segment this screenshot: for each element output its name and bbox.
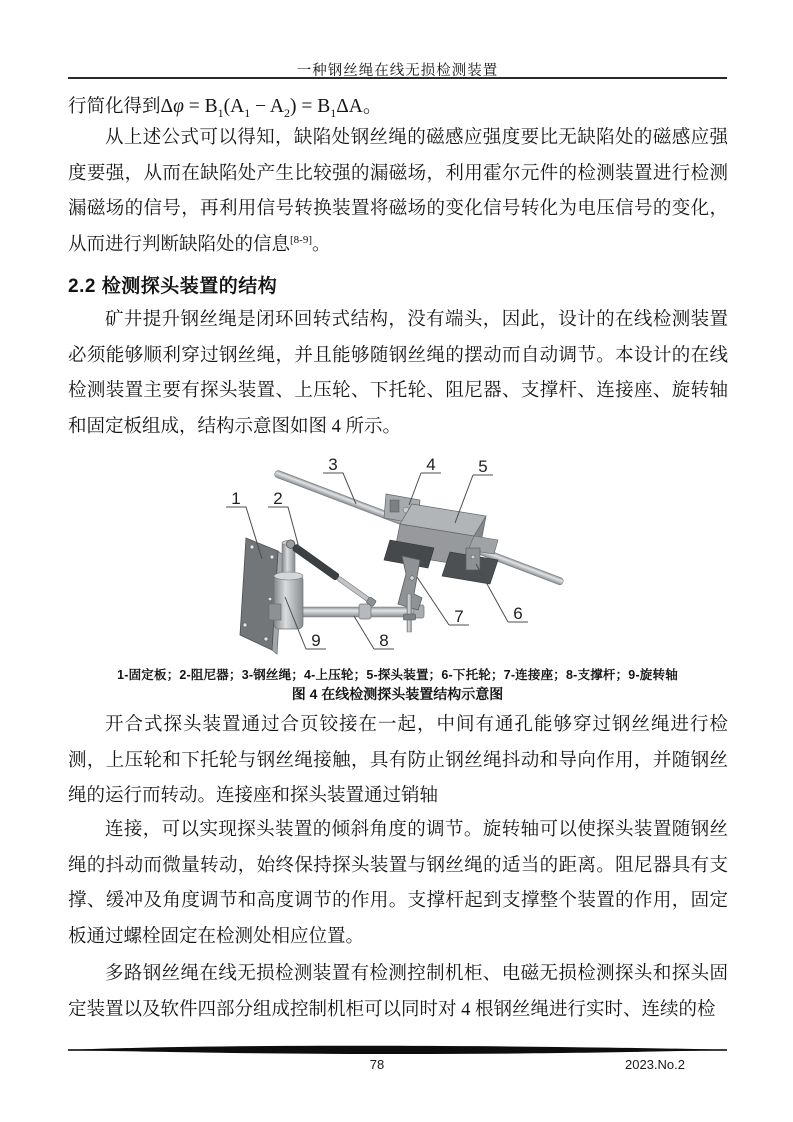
label-1-fixed-plate: 1 bbox=[231, 489, 241, 508]
label-4-upper-wheel: 4 bbox=[426, 455, 436, 474]
footer-page-number: 78 bbox=[369, 1057, 385, 1072]
label-9-rotary-shaft: 9 bbox=[311, 631, 321, 650]
label-7-connector-seat: 7 bbox=[454, 607, 464, 626]
paragraph-magnetic-principle: 从上述公式可以得知，缺陷处钢丝绳的磁感应强度要比无缺陷处的磁感应强度要强，从而在缺陷处产生比较强的漏磁场，利用霍尔元件的检测装置进行检测漏磁场的信号，再利用信号转换装置将磁场的变化信号转化为电压信号的变化，从而进行判断缺陷处的信息[8-9]。 bbox=[68, 128, 728, 255]
formula-line bbox=[68, 90, 728, 118]
running-head-title: 一种钢丝绳在线无损检测装置 bbox=[296, 63, 499, 79]
label-6-lower-wheel: 6 bbox=[513, 604, 523, 623]
probe-device-schematic bbox=[166, 444, 626, 664]
citation-8-9: [8-9] bbox=[290, 233, 313, 246]
formula-math: $\Delta\varphi = B_1(A_1 - A_2) = B_1\Delta A$。 bbox=[160, 96, 383, 120]
paragraph-multichannel-system: 多路钢丝绳在线无损检测装置有检测控制机柜、电磁无损检测探头和探头固定装置以及软件四部分组成控制机柜可以同时对 4 根钢丝绳进行实时、连续的检 bbox=[68, 964, 728, 1020]
paragraph-probe-hinge: 开合式探头装置通过合页铰接在一起，中间有通孔能够穿过钢丝绳进行检测，上压轮和下托轮与钢丝绳接触，具有防止钢丝绳抖动和导向作用，并随钢丝绳的运行而转动。连接座和探头装置通过销轴 bbox=[68, 715, 728, 806]
label-3-wire-rope: 3 bbox=[328, 455, 338, 474]
label-2-damper: 2 bbox=[273, 489, 283, 508]
paragraph-device-composition: 矿井提升钢丝绳是闭环回转式结构，没有端头，因此，设计的在线检测装置必须能够顺利穿过钢丝绳，并且能够随钢丝绳的摆动而自动调节。本设计的在线检测装置主要有探头装置、上压轮、下托轮、阻尼器、支撑杆、连接座、旋转轴和固定板组成，结构示意图如图 4 所示。 bbox=[68, 310, 728, 437]
header-rule bbox=[68, 77, 727, 79]
formula-prefix: 行简化得到 bbox=[68, 97, 161, 117]
paragraph-adjustment-functions: 连接，可以实现探头装置的倾斜角度的调节。旋转轴可以使探头装置随钢丝绳的抖动而微量转动，始终保持探头装置与钢丝绳的适当的距离。阻尼器具有支撑、缓冲及角度调节和高度调节的作用。支撑杆起到支撑整个装置的作用，固定板通过螺栓固定在检测处相应位置。 bbox=[68, 820, 728, 947]
label-8-support-rod: 8 bbox=[379, 631, 389, 650]
footer-issue-label: 2023.No.2 bbox=[625, 1057, 685, 1072]
section-heading-2-2: 2.2 检测探头装置的结构 bbox=[68, 276, 278, 297]
connector-seat bbox=[398, 556, 422, 632]
figure-4-diagram bbox=[166, 444, 626, 664]
figure-caption-parts: 1-固定板；2-阻尼器；3-钢丝绳；4-上压轮；5-探头装置；6-下托轮；7-连接座；8-支撑杆；9-旋转轴 bbox=[117, 668, 678, 682]
label-5-probe-device: 5 bbox=[478, 457, 488, 476]
figure-caption-title: 图 4 在线检测探头装置结构示意图 bbox=[291, 686, 504, 702]
